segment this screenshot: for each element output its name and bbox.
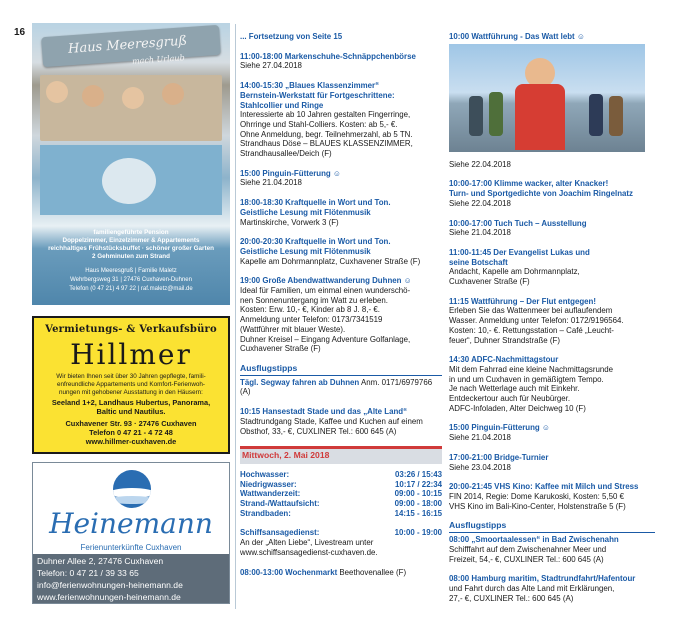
event-title-line: 14:00-15:30 „Blaues Klassenzimmer“ — [240, 81, 380, 91]
ad-sign-text: Haus Meeresgruß — [67, 33, 188, 57]
ad-subtitle: Ferienunterkünfte Cuxhaven — [80, 543, 182, 552]
event-title-line: Turn- und Sportgedichte von Joachim Ringelnatz — [449, 189, 633, 199]
person-figure — [46, 81, 68, 103]
date-heading: Mittwoch, 2. Mai 2018 — [240, 446, 442, 464]
schiffsansage-desc — [240, 538, 442, 557]
event-title: 20:00-21:45 VHS Kino: Kaffee mit Milch und Stress — [449, 482, 639, 492]
ad-website-link[interactable]: www.ferienwohnungen-heinemann.de — [37, 592, 181, 602]
event-desc: Siehe 21.04.2018 — [240, 178, 302, 188]
event-desc-line: Ohne Anmeldung, begr. Teilnehmerzahl, ab 5 TN. — [240, 129, 413, 139]
event-title-line: 11:00-11:45 Der Evangelist Lukas und — [449, 247, 590, 257]
trip-desc-line: Stadtrundgang Stade, Kaffee und Kuchen auf einem — [240, 416, 423, 426]
trip-desc-line: 27,- €, CUXLINER Tel.: 600 645 (A) — [449, 593, 574, 603]
person-figure — [82, 85, 104, 107]
ad-contact-line: Wehrbergsweg 31 | 27476 Cuxhaven-Duhnen — [70, 277, 192, 283]
ad-address-line: Duhner Allee 2, 27476 Cuxhaven — [37, 556, 164, 566]
column-divider — [235, 24, 236, 609]
event-desc: Siehe 21.04.2018 — [449, 433, 511, 443]
event-desc-line: Wasser. Anmeldung unter Telefon: 0172/9196564. — [449, 316, 624, 326]
trip-desc-line: und Fahrt durch das Alte Land mit Erklärungen, — [449, 583, 615, 593]
ad-contact — [36, 267, 226, 294]
trip-desc-line: Freizeit, 54,- €, CUXLINER Tel.: 600 645 (A) — [449, 554, 604, 564]
event-title-line: seine Botschaft — [449, 257, 508, 267]
ad-headline: Vermietungs- & Verkaufsbüro — [45, 324, 217, 335]
event-desc: Martinskirche, Vorwerk 3 (F) — [240, 217, 339, 227]
trip-desc-line: Obsthof, 33,- €, CUXLINER Tel.: 600 645 (A) — [240, 426, 397, 436]
event-title — [449, 179, 655, 198]
trip-title: 08:00 Hamburg maritim, Stadtrundfahrt/Hafentour — [449, 574, 636, 584]
tide-row — [240, 489, 442, 499]
event-desc-line: (Wattführer mit blauer Weste). — [240, 324, 346, 334]
event-desc-line: Interessierte ab 10 Jahren gestalten Fingerringe, — [240, 110, 411, 120]
event-desc-line: Strandhausallee/Deich (F) — [240, 149, 332, 159]
watt-tour-photo — [449, 44, 645, 152]
event-desc-line: Andacht, Kapelle am Dohrmannplatz, — [449, 267, 580, 277]
trip-title: 10:15 Hansestadt Stade und das „Alte Land“ — [240, 407, 408, 417]
ad-copy-line: reichhaltiges Frühstücksbuffet · schöner großer Garten — [48, 245, 214, 252]
event-desc-line: Ohrringe und Stahl-Colliers. Kosten: ab 5,- €. — [240, 119, 398, 129]
tide-row — [240, 470, 442, 480]
ad-sign-subtext: mach Urlaub — [131, 53, 185, 66]
ad-copy — [36, 229, 226, 261]
event-desc — [240, 110, 442, 159]
wave-logo-icon — [113, 470, 151, 508]
event-title-line: Geistliche Lesung mit Flötenmusik — [240, 207, 371, 217]
ad-intro — [38, 373, 224, 397]
event-desc — [449, 267, 655, 286]
ad-copy-line: Doppelzimmer, Einzelzimmer & Appartements — [62, 237, 200, 244]
ad-phone: Telefon 0 47 21 - 4 72 48 — [89, 428, 173, 438]
event-desc — [449, 365, 655, 414]
ad-houses-line: Seeland 1+2, Landhaus Hubertus, Panorama, — [51, 398, 211, 407]
event-title: 15:00 Pinguin-Fütterung ☺ — [449, 423, 550, 433]
ad-heinemann[interactable] — [32, 462, 230, 604]
event-title — [240, 198, 442, 217]
tide-value: 10:17 / 22:34 — [395, 479, 442, 489]
tide-label: Hochwasser: — [240, 469, 290, 479]
tide-value: 09:00 - 18:00 — [394, 499, 442, 509]
hiker-figure — [609, 96, 623, 136]
event-desc: Siehe 22.04.2018 — [449, 159, 511, 169]
ad-intro-line: Wir bieten Ihnen seit über 30 Jahren gepflegte, famili- — [56, 373, 206, 380]
ad-intro-line: nungen mit gehobener Ausstattung in den Häusern: — [59, 389, 203, 396]
event-desc-line: Erleben Sie das Wattenmeer bei auflaufendem — [449, 306, 613, 316]
event-desc-line: Strandhaus Döse – BLAUES KLASSENZIMMER, — [240, 139, 413, 149]
event-desc-line: Mit dem Fahrrad eine kleine Nachmittagsrunde — [449, 364, 614, 374]
event-title-line: 18:00-18:30 Kraftquelle in Wort und Ton. — [240, 198, 391, 208]
event-title: 11:00-18:00 Markenschuhe-Schnäppchenbörse — [240, 51, 416, 61]
ad-brand-name: Heinemann — [49, 507, 213, 540]
ad-email-link[interactable]: info@ferienwohnungen-heinemann.de — [37, 580, 183, 590]
event-title — [240, 237, 442, 256]
event-desc-line: Kosten: Erw. 10,- €, Kinder ab 8 J. 8,- €. — [240, 305, 380, 315]
chair-shape — [102, 158, 156, 204]
event-desc: Siehe 22.04.2018 — [449, 198, 511, 208]
events-column-2 — [449, 32, 655, 603]
event-desc — [449, 492, 655, 511]
person-figure — [122, 87, 144, 109]
page-number: 16 — [14, 27, 26, 38]
schiffsansage-value: 10:00 - 19:00 — [394, 528, 442, 538]
ad-phone: Telefon: 0 47 21 / 39 33 65 — [37, 568, 139, 578]
tide-value: 14:15 - 16:15 — [394, 508, 442, 518]
tide-value: 09:00 - 10:15 — [394, 489, 442, 499]
event-title-line: 20:00-20:30 Kraftquelle in Wort und Ton. — [240, 237, 391, 247]
schiffsansage-link[interactable]: www.schiffsansagedienst-cuxhaven.de. — [240, 547, 378, 557]
event-title-line: Bernstein-Werkstatt für Fortgeschrittene: — [240, 90, 395, 100]
event-desc-line: Cuxhavener Straße (F) — [449, 277, 530, 287]
event-desc: Siehe 21.04.2018 — [449, 228, 511, 238]
event-title: 14:30 ADFC-Nachmittagstour — [449, 355, 559, 365]
event-title-line: 10:00-17:00 Klimme wacker, alter Knacker! — [449, 179, 609, 189]
tide-label: Strandbaden: — [240, 508, 291, 518]
ad-haus-meeresgruss[interactable] — [32, 23, 230, 305]
event-desc — [449, 306, 655, 345]
event-desc-line: feuer“, Duhner Strandstraße (F) — [449, 335, 560, 345]
schiffsansage-label: Schiffsansagedienst: — [240, 528, 320, 538]
event-desc-line: FIN 2014, Regie: Dome Karukoski, Kosten: 5,50 € — [449, 491, 625, 501]
trip-desc: Anm. 0171/6979766 (A) — [240, 377, 433, 397]
event-desc-line: VHS Kino im Bali-Kino-Center, Holstenstraße 5 (F) — [449, 501, 626, 511]
event-title: 19:00 Große Abendwattwanderung Duhnen ☺ — [240, 276, 412, 286]
event-desc-line: in und um Cuxhaven in gemäßigtem Tempo. — [449, 374, 604, 384]
market-entry — [240, 568, 442, 578]
ad-copy-line: 2 Gehminuten zum Strand — [91, 253, 171, 260]
ad-intro-line: enfreundliche Appartements und Komfort-Ferienwoh- — [56, 381, 206, 388]
event-desc-line: Kosten: 10,- €. Rettungsstation – Café „Leucht- — [449, 325, 614, 335]
event-desc: Siehe 23.04.2018 — [449, 462, 511, 472]
event-desc-line: nen Sonnenuntergang im Watt zu erleben. — [240, 295, 388, 305]
guide-jacket — [515, 84, 565, 150]
event-title: 17:00-21:00 Bridge-Turnier — [449, 452, 549, 462]
event-title: 10:00 Wattführung - Das Watt lebt ☺ — [449, 32, 585, 41]
event-desc-line: Duhner Kreisel – Eingang Adventure Golfanlage, — [240, 334, 411, 344]
event-title: 11:15 Wattführung – Der Flut entgegen! — [449, 296, 597, 306]
trip-desc — [449, 584, 655, 603]
trip-desc — [240, 417, 442, 436]
person-figure — [162, 83, 184, 105]
event-desc-line: Ideal für Familien, um einmal einen wunderschö- — [240, 286, 411, 296]
event-desc-line: Entdeckertour auch für Neubürger. — [449, 394, 571, 404]
event-desc: Siehe 27.04.2018 — [240, 61, 302, 71]
ad-contact-line: Haus Meeresgruß | Familie Maletz — [85, 268, 177, 274]
wave-shape — [113, 496, 151, 504]
tide-label: Strand-/Wattaufsicht: — [240, 499, 320, 509]
tide-value: 03:26 / 15:43 — [395, 469, 442, 479]
schiffsansage-desc-line: An der „Alten Liebe“, Livestream unter — [240, 538, 374, 548]
event-title: 15:00 Pinguin-Fütterung ☺ — [240, 168, 341, 178]
event-title: 08:00-13:00 Wochenmarkt — [240, 567, 338, 577]
hiker-figure — [489, 92, 503, 136]
events-column-1 — [240, 32, 442, 577]
event-desc-line: ADFC-Infoladen, Alter Deichweg 10 (F) — [449, 403, 586, 413]
event-desc-line: Je nach Wetterlage auch mit Einkehr. — [449, 384, 580, 394]
tide-row — [240, 480, 442, 490]
event-desc: Beethovenallee (F) — [337, 567, 407, 577]
event-desc-line: Cuxhavener Straße (F) — [240, 344, 321, 354]
hiker-figure — [589, 94, 603, 136]
continuation-note: ... Fortsetzung von Seite 15 — [240, 32, 343, 41]
ad-address — [38, 419, 224, 447]
ad-houses-line: Baltic und Nautilus. — [96, 407, 166, 417]
event-desc: Kapelle am Dohrmannplatz, Cuxhavener Straße (F) — [240, 256, 421, 266]
trip-title: Tägl. Segway fahren ab Duhnen — [240, 377, 360, 387]
trip-desc-line: Schifffahrt auf dem Zwischenahner Meer und — [449, 544, 607, 554]
section-heading: Ausflugstipps — [240, 364, 442, 376]
ad-website-link[interactable]: www.hillmer-cuxhaven.de — [85, 437, 177, 447]
trip-title: 08:00 „Smoortaalessen“ in Bad Zwischenahn — [449, 535, 619, 545]
tide-label: Niedrigwasser: — [240, 479, 297, 489]
tide-row — [240, 499, 442, 509]
ad-hillmer[interactable] — [32, 316, 230, 454]
ad-brand-name: Hillmer — [70, 338, 192, 371]
section-heading: Ausflugstipps — [449, 521, 655, 533]
schiffsansage-row — [240, 528, 442, 538]
event-title: 10:00-17:00 Tuch Tuch – Ausstellung — [449, 218, 587, 228]
event-title — [449, 248, 655, 267]
trip-desc — [449, 545, 655, 564]
ad-houses — [38, 398, 224, 416]
ad-contact-line: Telefon (0 47 21) 4 97 22 | raf.maletz@mail.de — [69, 286, 193, 292]
tide-row — [240, 509, 442, 519]
event-title — [240, 81, 442, 110]
tide-label: Wattwanderzeit: — [240, 489, 301, 499]
event-desc-line: Anmeldung unter Telefon: 0173/7341519 — [240, 315, 383, 325]
tide-table — [240, 470, 442, 519]
event-desc — [240, 286, 442, 354]
event-title-line: Stahlcollier und Ringe — [240, 100, 324, 110]
event-title-line: Geistliche Lesung mit Flötenmusik — [240, 246, 371, 256]
hiker-figure — [469, 96, 483, 136]
trip-entry — [240, 378, 442, 397]
ad-copy-line: familiengeführte Pension — [93, 229, 169, 236]
ad-address-line: Cuxhavener Str. 93 · 27476 Cuxhaven — [65, 419, 197, 428]
